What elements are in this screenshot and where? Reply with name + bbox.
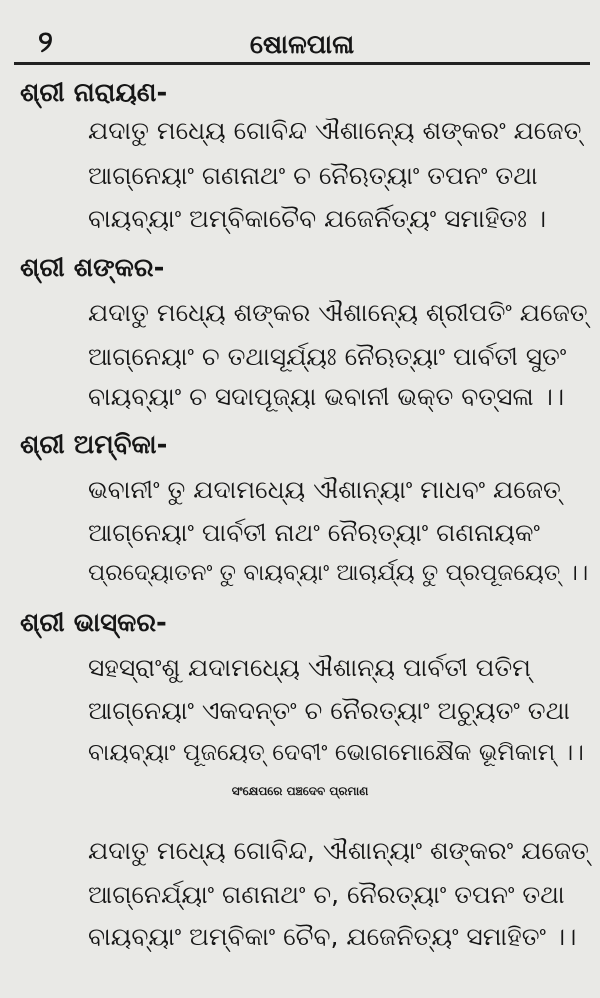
section-heading-ambika: ଶ୍ରୀ ଅମ୍ବିକା- (20, 430, 168, 460)
verse-line: ଭବାନୀଂ ତୁ ଯଦାମଧ୍ୟେ ଐଶାନ୍ୟାଂ ମାଧବଂ ଯଜେତ୍ (88, 475, 561, 504)
verse-line: ଯଦାତୁ ମଧ୍ୟେ ଗୋବିନ୍ଦ, ଐଶାନ୍ୟାଂ ଶଙ୍କରଂ ଯଜେତ୍ (88, 836, 589, 865)
page-header (14, 22, 590, 66)
section-heading-bhaskara: ଶ୍ରୀ ଭାସ୍କର- (20, 608, 167, 638)
verse-line: ଯଦାତୁ ମଧ୍ୟେ ଗୋବିନ୍ଦ ଐଶାନ୍ୟେ ଶଙ୍କରଂ ଯଜେତ୍ (88, 116, 582, 145)
running-title: ଷୋଳପାଳା (249, 30, 355, 60)
header-rule (14, 62, 590, 65)
verse-line: ପ୍ରଦ୍ୟୋତନଂ ତୁ ବାୟବ୍ୟାଂ ଆଚାର୍ଯ୍ୟ ତୁ ପ୍ରପୂଜୟେତ୍ ।। (88, 560, 589, 586)
section-heading-shankara: ଶ୍ରୀ ଶଙ୍କର- (20, 253, 165, 283)
verse-line: ଆଗ୍ନେୟାଂ ଚ ତଥାସୂର୍ଯ୍ୟଃ ନୈଋତ୍ୟାଂ ପାର୍ବତୀ ସୁତଂ (88, 342, 567, 371)
verse-line: ସହସ୍ରାଂଶୁ ଯଦାମଧ୍ୟେ ଐଶାନ୍ୟ ପାର୍ବତୀ ପତିମ୍ (88, 653, 531, 682)
verse-line: ଆଗ୍ନେର୍ଯ୍ୟାଂ ଗଣନାଥଂ ଚ, ନୈରତ୍ୟାଂ ତପନଂ ତଥା (88, 880, 565, 909)
verse-line: ବାୟବ୍ୟାଂ ଅମ୍ବିକାଂ ଚୈବ, ଯଜେନିତ୍ୟଂ ସମାହିତଂ ।। (88, 922, 577, 951)
verse-line: ବାୟବ୍ୟାଂ ପୂଜୟେତ୍ ଦେବୀଂ ଭୋଗମୋକ୍ଷୈକ ଭୂମିକାମ୍ ।। (88, 738, 584, 766)
verse-line: ଆଗ୍ନେୟାଂ ପାର୍ବତୀ ନାଥଂ ନୈଋତ୍ୟାଂ ଗଣନାୟକଂ (88, 518, 540, 547)
verse-line: ଯଦାତୁ ମଧ୍ୟେ ଶଙ୍କର ଐଶାନ୍ୟେ ଶ୍ରୀପତିଂ ଯଜେତ୍ (88, 298, 588, 327)
summary-heading: ସଂକ୍ଷେପରେ ପଞ୍ଚଦେବ ପ୍ରମାଣ (231, 784, 369, 798)
verse-line: ବାୟବ୍ୟାଂ ଅମ୍ବିକାଚୈବ ଯଜେର୍ନିତ୍ୟଂ ସମାହିତଃ । (88, 204, 547, 233)
verse-line: ଆଗ୍ନେୟାଂ ଏକଦନ୍ତଂ ଚ ନୈରତ୍ୟାଂ ଅଚ୍ୟୁତଂ ତଥା (88, 696, 571, 725)
verse-line: ଆଗ୍ନେୟାଂ ଗଣନାଥଂ ଚ ନୈଋତ୍ୟାଂ ତପନଂ ତଥା (88, 161, 538, 190)
section-heading-narayana: ଶ୍ରୀ ନାରାୟଣ- (20, 78, 168, 108)
page-number: ୨ (38, 25, 53, 60)
verse-line: ବାୟବ୍ୟାଂ ଚ ସଦାପୂଜ୍ୟା ଭବାନୀ ଭକ୍ତ ବତ୍ସଳା ।। (88, 382, 565, 411)
